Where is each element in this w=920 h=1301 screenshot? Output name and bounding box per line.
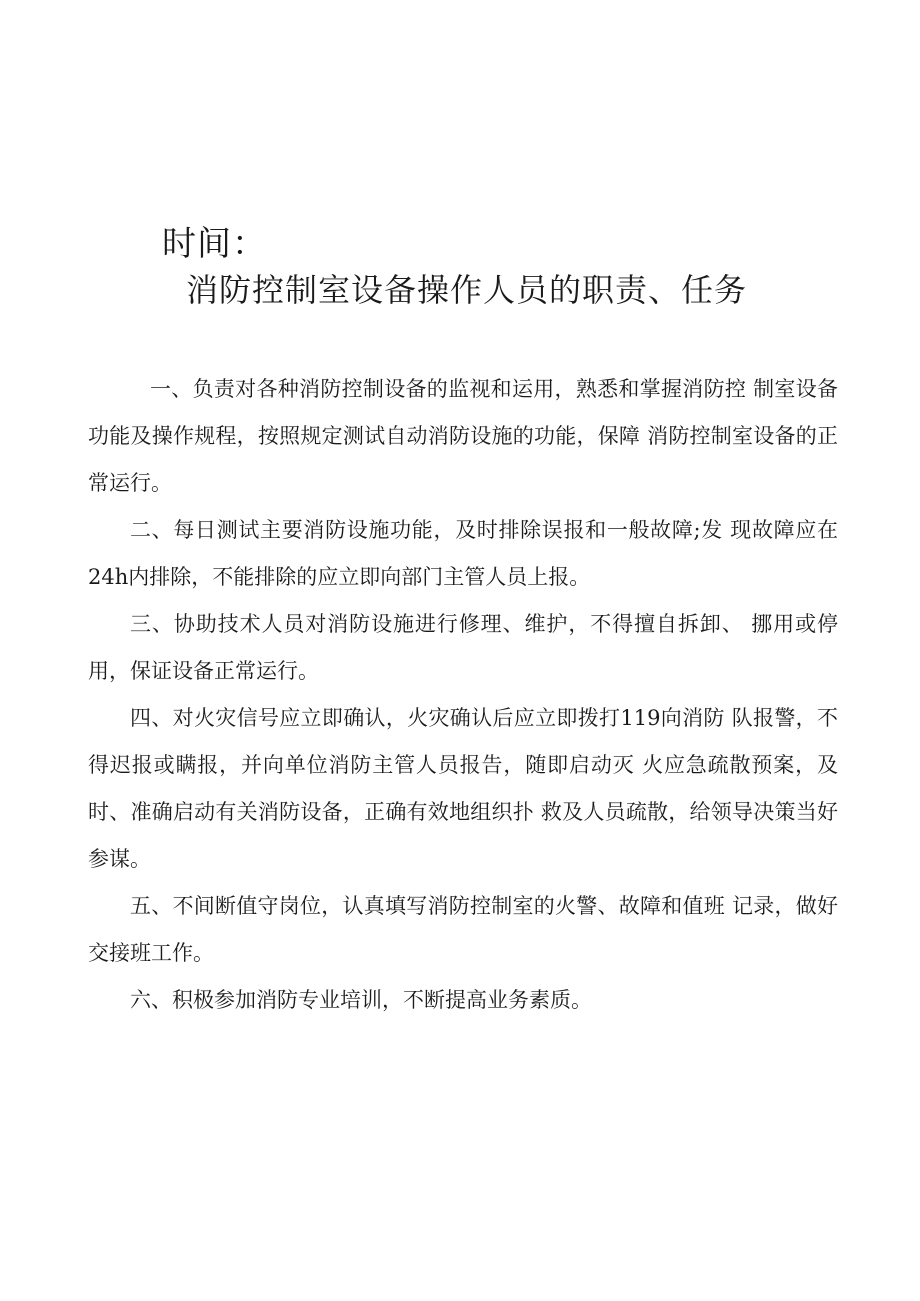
paragraph-1: 一、负责对各种消防控制设备的监视和运用，熟悉和掌握消防控 制室设备功能及操作规程，按照规定测试自动消防设施的功能，保障 消防控制室设备的正常运行。 xyxy=(88,377,838,495)
paragraph-4: 四、对火灾信号应立即确认，火灾确认后应立即拨打119向消防 队报警，不得迟报或瞒报，并向单位消防主管人员报告，随即启动灭 火应急疏散预案，及时、准确启动有关消防设备，正确有效地组织扑 救及人员疏散，给领导决策当好参谋。 xyxy=(88,706,838,871)
paragraph-5: 五、不间断值守岗位，认真填写消防控制室的火警、故障和值班 记录，做好交接班工作。 xyxy=(88,894,838,965)
paragraph-2: 二、每日测试主要消防设施功能，及时排除误报和一般故障;发 现故障应在24h内排除，不能排除的应立即向部门主管人员上报。 xyxy=(88,518,838,589)
paragraph-6: 六、积极参加消防专业培训，不断提高业务素质。 xyxy=(130,988,592,1012)
time-label: 时间： xyxy=(162,224,267,264)
document-title: 消防控制室设备操作人员的职责、任务 xyxy=(186,271,748,309)
paragraph-3: 三、协助技术人员对消防设施进行修理、维护，不得擅自拆卸、 挪用或停用，保证设备正常运行。 xyxy=(88,612,838,683)
document-body xyxy=(88,366,838,1024)
